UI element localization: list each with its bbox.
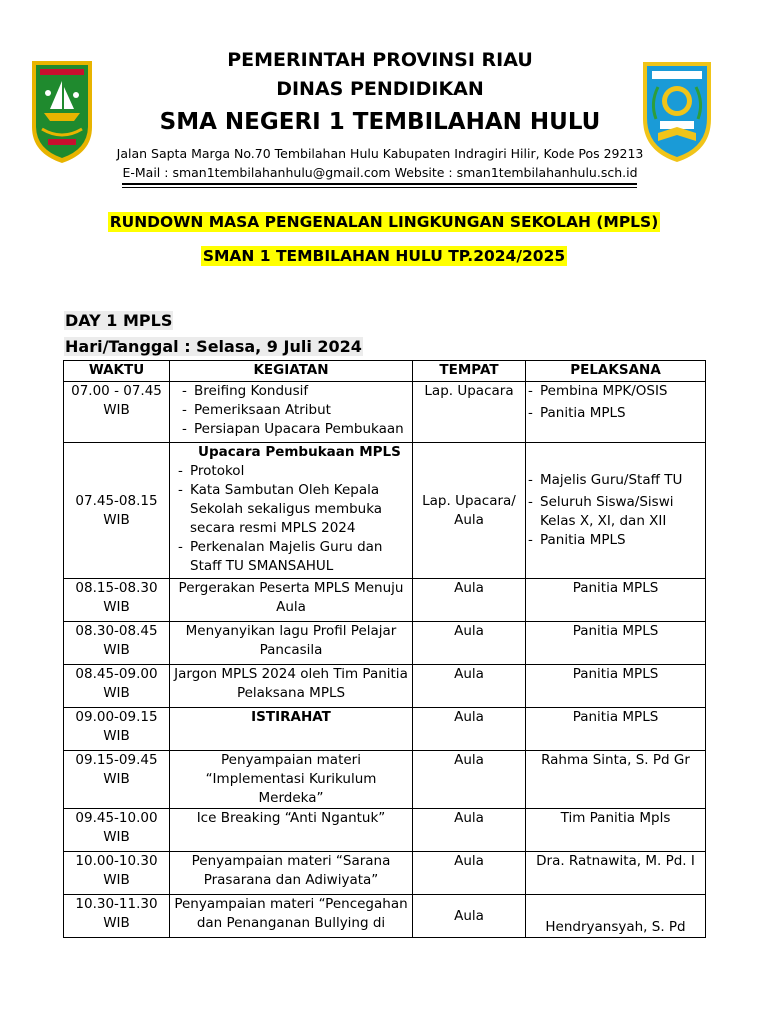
table-header-row xyxy=(64,361,706,382)
cell-tempat: Aula xyxy=(413,665,526,708)
list-item: - Perkenalan Majelis Guru dan Staff TU SMANSAHUL xyxy=(178,538,410,576)
day-label: DAY 1 MPLS xyxy=(65,311,173,330)
table-row xyxy=(64,665,706,708)
cell-waktu: 08.45-09.00 WIB xyxy=(64,665,170,708)
pelaksana-list xyxy=(528,471,703,550)
cell-tempat: Aula xyxy=(413,622,526,665)
cell-kegiatan: Penyampaian materi “Implementasi Kurikulum Merdeka” xyxy=(170,751,413,809)
cell-waktu: 08.15-08.30 WIB xyxy=(64,579,170,622)
cell-tempat xyxy=(413,443,526,579)
header-pelaksana: PELAKSANA xyxy=(526,361,706,382)
pelaksana-list xyxy=(528,382,703,423)
cell-kegiatan: Ice Breaking “Anti Ngantuk” xyxy=(170,809,413,852)
cell-tempat: Aula xyxy=(413,708,526,751)
header-divider-thin xyxy=(122,187,637,188)
cell-tempat: Aula xyxy=(413,751,526,809)
table-row xyxy=(64,622,706,665)
header-waktu: WAKTU xyxy=(64,361,170,382)
table-row xyxy=(64,443,706,579)
header-kegiatan: KEGIATAN xyxy=(170,361,413,382)
list-item: - Seluruh Siswa/Siswi Kelas X, XI, dan XII xyxy=(528,493,703,531)
department-name: DINAS PENDIDIKAN xyxy=(276,78,484,100)
cell-waktu: 10.00-10.30 WIB xyxy=(64,852,170,895)
table-row xyxy=(64,579,706,622)
letterhead xyxy=(100,46,660,182)
cell-waktu xyxy=(64,443,170,579)
cell-tempat: Aula xyxy=(413,809,526,852)
cell-waktu: 09.45-10.00 WIB xyxy=(64,809,170,852)
title-line-2: SMAN 1 TEMBILAHAN HULU TP.2024/2025 xyxy=(202,247,566,265)
cell-kegiatan: Menyanyikan lagu Profil Pelajar Pancasila xyxy=(170,622,413,665)
table-row xyxy=(64,809,706,852)
cell-pelaksana: Panitia MPLS xyxy=(526,665,706,708)
document-title xyxy=(0,212,768,231)
tempat-text: Lap. Upacara/ Aula xyxy=(422,492,516,528)
cell-pelaksana: Panitia MPLS xyxy=(526,579,706,622)
cell-pelaksana: Panitia MPLS xyxy=(526,622,706,665)
list-item: - Persiapan Upacara Pembukaan xyxy=(182,420,410,439)
school-contact: E-Mail : sman1tembilahanhulu@gmail.com Website : sman1tembilahanhulu.sch.id xyxy=(122,165,638,180)
document-subtitle xyxy=(0,246,768,265)
list-item: - Panitia MPLS xyxy=(528,404,703,423)
kegiatan-title: Upacara Pembukaan MPLS xyxy=(198,444,401,460)
cell-waktu: 07.00 - 07.45 WIB xyxy=(64,382,170,443)
pelaksana-text: Hendryansyah, S. Pd xyxy=(545,919,686,935)
government-name: PEMERINTAH PROVINSI RIAU xyxy=(227,49,533,71)
cell-pelaksana: Dra. Ratnawita, M. Pd. I xyxy=(526,852,706,895)
cell-kegiatan: Jargon MPLS 2024 oleh Tim Panitia Pelaksana MPLS xyxy=(170,665,413,708)
header-tempat: TEMPAT xyxy=(413,361,526,382)
cell-waktu: 09.00-09.15 WIB xyxy=(64,708,170,751)
day-date: Hari/Tanggal : Selasa, 9 Juli 2024 xyxy=(65,337,362,356)
header-divider-thick xyxy=(122,183,637,185)
cell-waktu: 09.15-09.45 WIB xyxy=(64,751,170,809)
waktu-text: 07.45-08.15 WIB xyxy=(75,492,158,528)
tempat-text: Aula xyxy=(454,907,484,924)
table-row xyxy=(64,895,706,938)
kegiatan-list xyxy=(172,382,410,439)
cell-waktu: 10.30-11.30 WIB xyxy=(64,895,170,938)
cell-pelaksana xyxy=(526,895,706,938)
cell-kegiatan xyxy=(170,382,413,443)
cell-kegiatan: Penyampaian materi “Sarana Prasarana dan Adiwiyata” xyxy=(170,852,413,895)
list-item: - Breifing Kondusif xyxy=(182,382,410,401)
list-item: - Pembina MPK/OSIS xyxy=(528,382,703,401)
cell-pelaksana: Rahma Sinta, S. Pd Gr xyxy=(526,751,706,809)
title-line-1: RUNDOWN MASA PENGENALAN LINGKUNGAN SEKOLAH (MPLS) xyxy=(109,213,659,231)
cell-waktu: 08.30-08.45 WIB xyxy=(64,622,170,665)
kegiatan-list xyxy=(172,462,410,576)
list-item: - Majelis Guru/Staff TU xyxy=(528,471,703,490)
table-row xyxy=(64,751,706,809)
riau-province-emblem xyxy=(28,57,96,165)
cell-tempat: Aula xyxy=(413,852,526,895)
cell-pelaksana: Panitia MPLS xyxy=(526,708,706,751)
cell-tempat xyxy=(413,895,526,938)
cell-pelaksana xyxy=(526,443,706,579)
cell-kegiatan: Penyampaian materi “Pencegahan dan Penanganan Bullying di xyxy=(170,895,413,938)
cell-kegiatan xyxy=(170,443,413,579)
cell-tempat: Aula xyxy=(413,579,526,622)
cell-pelaksana xyxy=(526,382,706,443)
cell-tempat: Lap. Upacara xyxy=(413,382,526,443)
school-name: SMA NEGERI 1 TEMBILAHAN HULU xyxy=(159,109,601,135)
cell-kegiatan: ISTIRAHAT xyxy=(170,708,413,751)
cell-pelaksana: Tim Panitia Mpls xyxy=(526,809,706,852)
list-item: - Panitia MPLS xyxy=(528,531,703,550)
table-row xyxy=(64,852,706,895)
list-item: - Pemeriksaan Atribut xyxy=(182,401,410,420)
list-item: - Protokol xyxy=(178,462,410,481)
school-address: Jalan Sapta Marga No.70 Tembilahan Hulu Kabupaten Indragiri Hilir, Kode Pos 29213 xyxy=(116,146,644,161)
cell-kegiatan: Pergerakan Peserta MPLS Menuju Aula xyxy=(170,579,413,622)
rundown-table xyxy=(63,360,706,938)
table-row xyxy=(64,382,706,443)
table-row xyxy=(64,708,706,751)
list-item: - Kata Sambutan Oleh Kepala Sekolah sekaligus membuka secara resmi MPLS 2024 xyxy=(178,481,410,538)
